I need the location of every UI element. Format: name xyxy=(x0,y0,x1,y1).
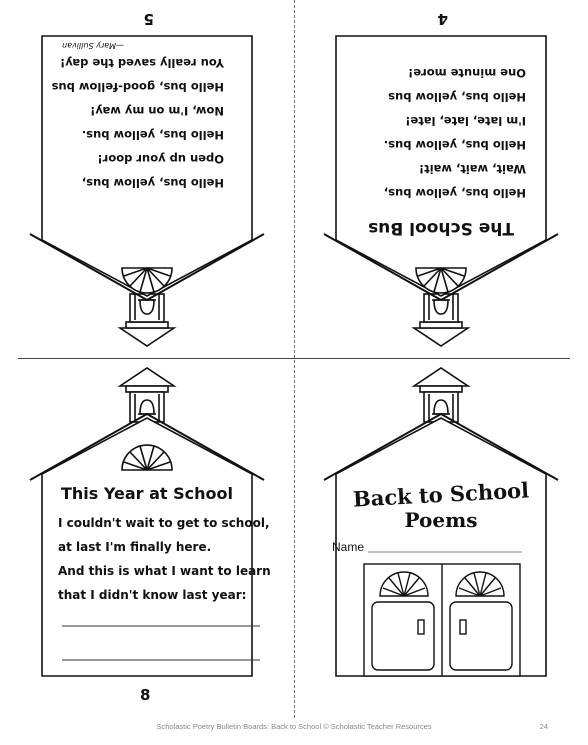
double-door xyxy=(364,564,520,676)
name-label: Name xyxy=(332,540,365,554)
cover-title: Back to School xyxy=(352,477,530,512)
poem-line: You really saved the day! xyxy=(60,56,224,70)
poem-author: —Mary Sullivan xyxy=(62,41,124,50)
poem-line: Wait, wait, wait! xyxy=(418,162,526,176)
poem-line: And this is what I want to learn xyxy=(58,564,271,578)
schoolhouse-outline xyxy=(294,358,588,718)
poem-line: Hello bus, yellow bus, xyxy=(81,176,224,190)
schoolhouse-outline xyxy=(0,358,294,718)
page-number: 8 xyxy=(140,686,151,704)
poem-line: Hello bus, good-fellow bus xyxy=(51,80,224,94)
poem-title: This Year at School xyxy=(61,484,233,503)
poem-line: Open up your door! xyxy=(97,152,224,166)
page-number: 5 xyxy=(143,10,154,28)
poem-line: Now, I'm on my way! xyxy=(90,104,224,118)
page-8-panel xyxy=(0,358,294,718)
cover-subtitle: Poems xyxy=(404,508,478,532)
page-4-panel xyxy=(294,0,588,358)
schoolhouse-outline xyxy=(294,0,588,358)
poem-line: I'm late, late, late! xyxy=(405,114,526,128)
poem-line: Hello bus, yellow bus. xyxy=(81,128,224,142)
poem-line: One minute more! xyxy=(408,66,526,80)
page-5-panel xyxy=(0,0,294,358)
poem-line: at last I'm finally here. xyxy=(58,540,212,554)
poem-line: Hello bus, yellow bus, xyxy=(383,186,526,200)
poem-line: I couldn't wait to get to school, xyxy=(58,516,270,530)
cover-panel xyxy=(294,358,588,718)
footer-page-number: 24 xyxy=(539,722,548,731)
footer-credit: Scholastic Poetry Bulletin Boards: Back to School © Scholastic Teacher Resources xyxy=(156,722,432,731)
poem-line: Hello bus, yellow bus xyxy=(388,90,526,104)
page-number: 4 xyxy=(437,10,448,28)
poem-title: The School Bus xyxy=(368,218,514,238)
poem-line: Hello bus, yellow bus. xyxy=(383,138,526,152)
poem-line: that I didn't know last year: xyxy=(58,588,247,602)
